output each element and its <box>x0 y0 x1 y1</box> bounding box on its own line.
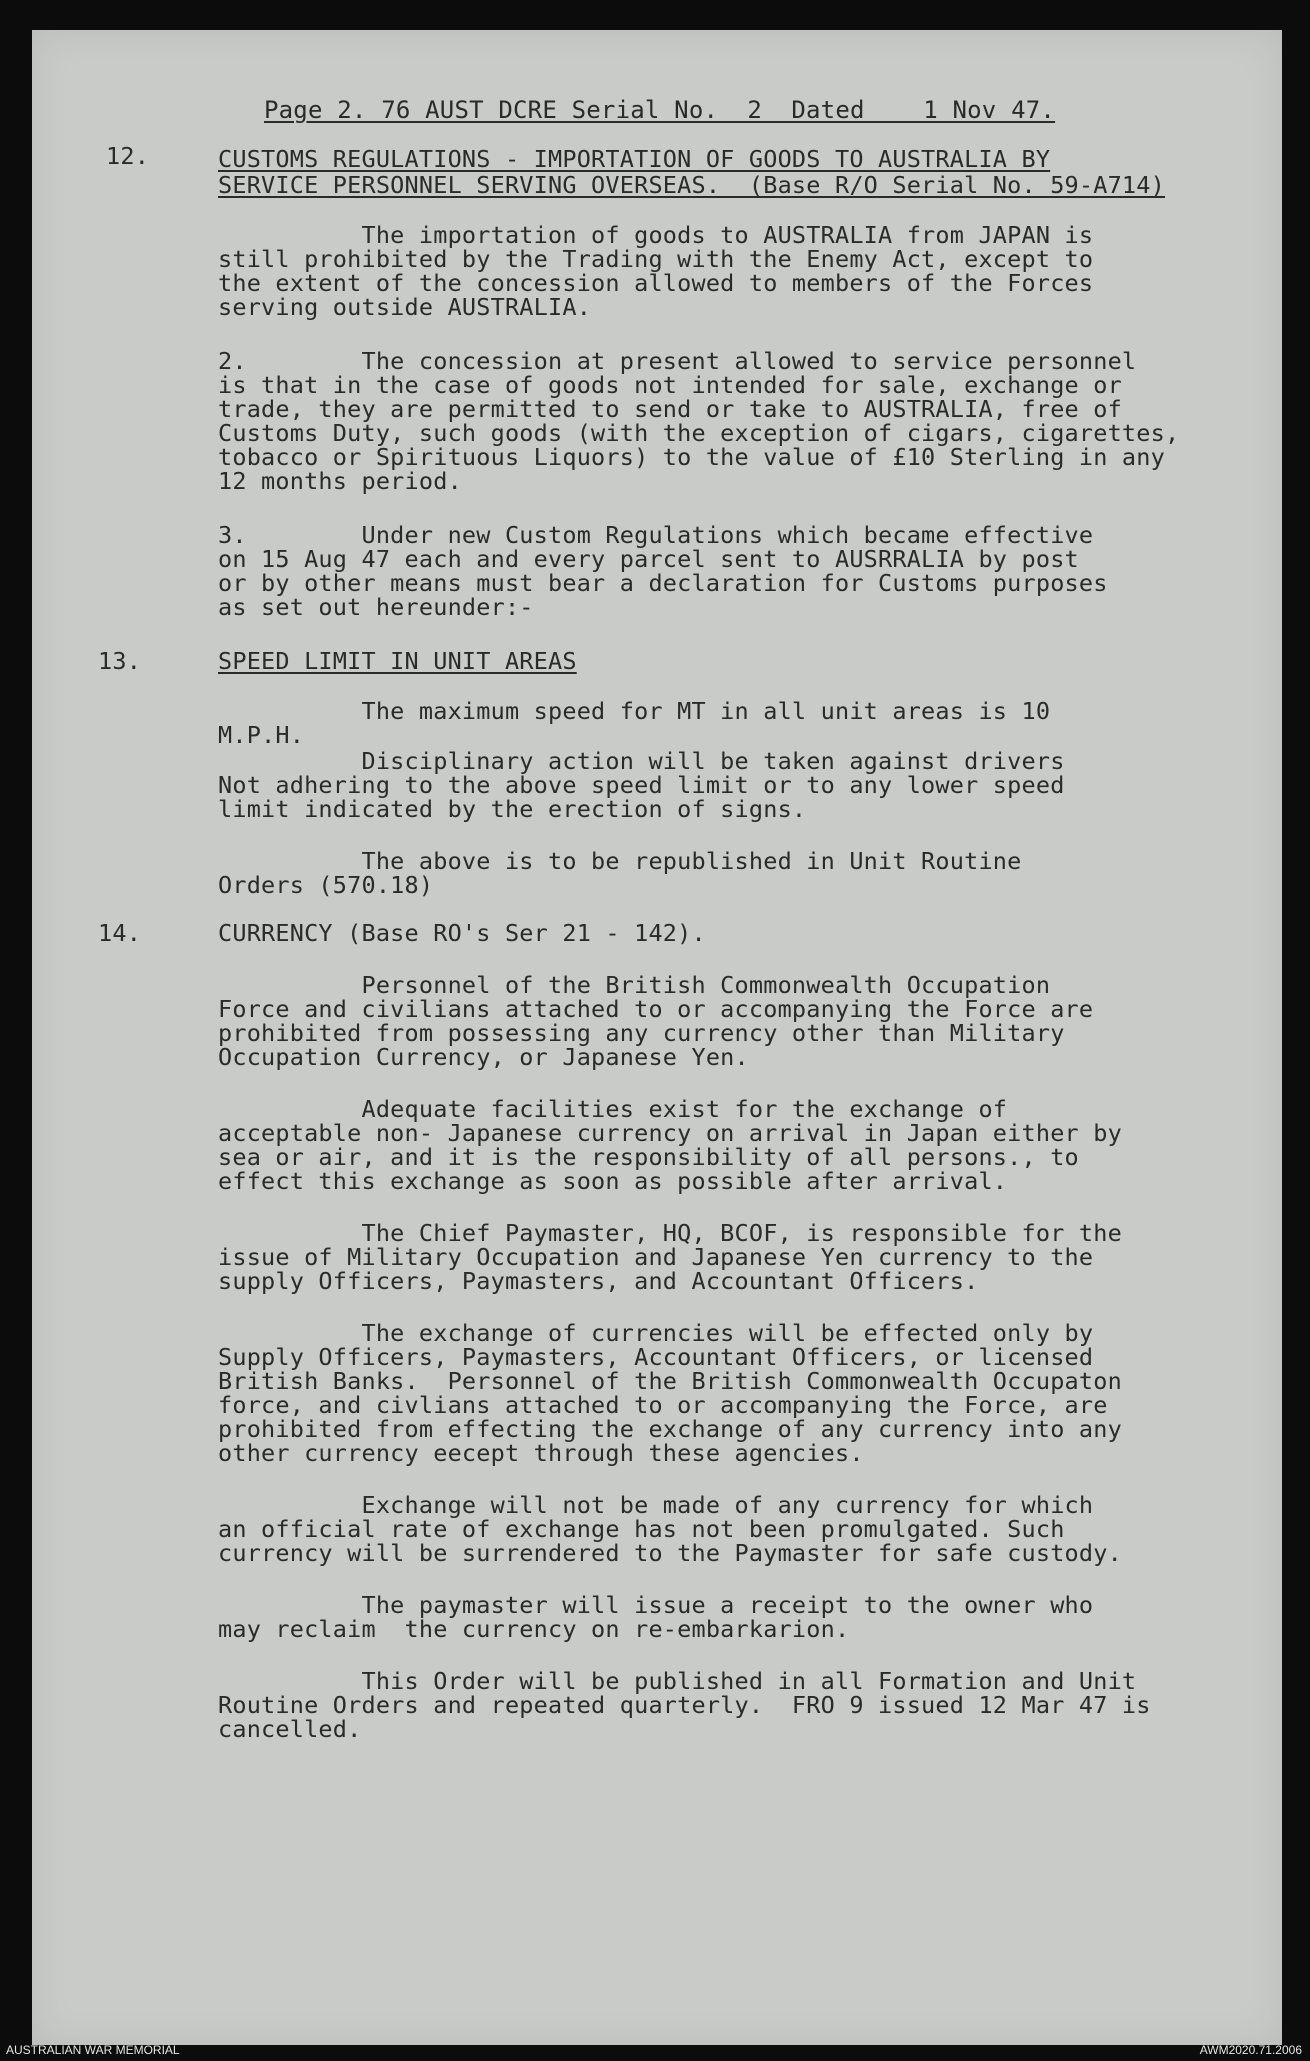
body-line: force, and civlians attached to or accompanying the Force, are <box>218 1391 1108 1419</box>
body-line: issue of Military Occupation and Japanese Yen currency to the <box>218 1243 1094 1271</box>
document-page <box>32 30 1282 2045</box>
body-line: sea or air, and it is the responsibility of all persons., to <box>218 1143 1079 1171</box>
body-line: Not adhering to the above speed limit or to any lower speed <box>218 771 1065 799</box>
body-line: other currency eecept through these agencies. <box>218 1439 864 1467</box>
body-line: tobacco or Spirituous Liquors) to the value of £10 Sterling in any <box>218 443 1165 471</box>
section-title: CURRENCY (Base RO's Ser 21 - 142). <box>218 919 706 947</box>
body-line: supply Officers, Paymasters, and Accountant Officers. <box>218 1267 979 1295</box>
body-line: The exchange of currencies will be effected only by <box>218 1319 1094 1347</box>
body-line: on 15 Aug 47 each and every parcel sent to AUSRRALIA by post <box>218 545 1079 573</box>
section-title: SPEED LIMIT IN UNIT AREAS <box>218 647 577 675</box>
body-line: currency will be surrendered to the Paymaster for safe custody. <box>218 1539 1122 1567</box>
body-line: trade, they are permitted to send or take to AUSTRALIA, free of <box>218 395 1122 423</box>
body-line: British Banks. Personnel of the British Commonwealth Occupaton <box>218 1367 1122 1395</box>
body-line: Personnel of the British Commonwealth Occupation <box>218 971 1051 999</box>
body-line: Customs Duty, such goods (with the exception of cigars, cigarettes, <box>218 419 1180 447</box>
body-line: Disciplinary action will be taken against drivers <box>218 747 1065 775</box>
body-line: still prohibited by the Trading with the Enemy Act, except to <box>218 245 1094 273</box>
section-number: 12. <box>106 142 150 170</box>
body-line: serving outside AUSTRALIA. <box>218 293 592 321</box>
section-title: CUSTOMS REGULATIONS - IMPORTATION OF GOODS TO AUSTRALIA BY <box>218 145 1051 173</box>
body-line: Orders (570.18) <box>218 871 434 899</box>
body-line: limit indicated by the erection of signs. <box>218 795 807 823</box>
body-line: Exchange will not be made of any currency for which <box>218 1491 1094 1519</box>
body-line: an official rate of exchange has not been promulgated. Such <box>218 1515 1065 1543</box>
body-line: Occupation Currency, or Japanese Yen. <box>218 1043 749 1071</box>
body-line: may reclaim the currency on re-embarkarion. <box>218 1615 850 1643</box>
body-line: 2. The concession at present allowed to service personnel <box>218 347 1137 375</box>
body-line: The Chief Paymaster, HQ, BCOF, is responsible for the <box>218 1219 1122 1247</box>
body-line: cancelled. <box>218 1715 362 1743</box>
page-header: Page 2. 76 AUST DCRE Serial No. 2 Dated 1 Nov 47. <box>264 96 1056 124</box>
body-line: acceptable non- Japanese currency on arrival in Japan either by <box>218 1119 1122 1147</box>
archive-reference: AWM2020.71.2006 <box>1199 2043 1302 2057</box>
body-line: Force and civilians attached to or accompanying the Force are <box>218 995 1094 1023</box>
archive-credit: AUSTRALIAN WAR MEMORIAL <box>6 2043 180 2057</box>
body-line: prohibited from effecting the exchange of any currency into any <box>218 1415 1122 1443</box>
body-line: effect this exchange as soon as possible after arrival. <box>218 1167 1008 1195</box>
body-line: 12 months period. <box>218 467 462 495</box>
body-line: Supply Officers, Paymasters, Accountant Officers, or licensed <box>218 1343 1094 1371</box>
body-line: The paymaster will issue a receipt to the owner who <box>218 1591 1094 1619</box>
body-line: M.P.H. <box>218 721 305 749</box>
body-line: 3. Under new Custom Regulations which became effective <box>218 521 1094 549</box>
section-number: 14. <box>98 919 142 947</box>
body-line: The above is to be republished in Unit Routine <box>218 847 1022 875</box>
body-line: prohibited from possessing any currency other than Military <box>218 1019 1065 1047</box>
section-number: 13. <box>98 647 142 675</box>
section-title: SERVICE PERSONNEL SERVING OVERSEAS. (Base R/O Serial No. 59-A714) <box>218 171 1165 199</box>
body-line: as set out hereunder:- <box>218 593 534 621</box>
body-line: is that in the case of goods not intended for sale, exchange or <box>218 371 1122 399</box>
body-line: This Order will be published in all Formation and Unit <box>218 1667 1137 1695</box>
body-line: Adequate facilities exist for the exchange of <box>218 1095 1008 1123</box>
body-line: The maximum speed for MT in all unit areas is 10 <box>218 697 1051 725</box>
body-line: or by other means must bear a declaration for Customs purposes <box>218 569 1108 597</box>
body-line: Routine Orders and repeated quarterly. FRO 9 issued 12 Mar 47 is <box>218 1691 1151 1719</box>
body-line: The importation of goods to AUSTRALIA from JAPAN is <box>218 221 1094 249</box>
body-line: the extent of the concession allowed to members of the Forces <box>218 269 1094 297</box>
